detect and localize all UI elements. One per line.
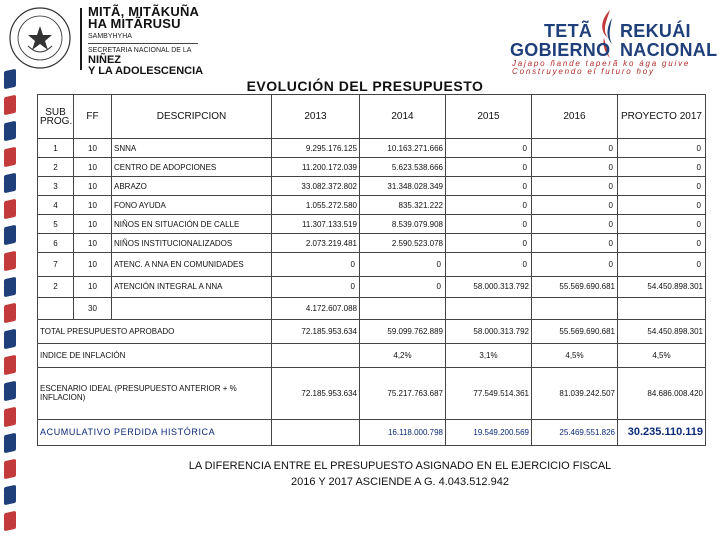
table-header-row: [38, 95, 706, 139]
stripe-block: [4, 485, 16, 506]
header-sub-prog: SUB PROG.: [38, 95, 74, 139]
stripe-block: [4, 381, 16, 402]
cell-2014: 0: [360, 253, 446, 277]
cell-ff: 10: [74, 234, 112, 253]
inflation-2017: 4,5%: [618, 343, 706, 367]
cell-sub: 4: [38, 196, 74, 215]
summary-line1: LA DIFERENCIA ENTRE EL PRESUPUESTO ASIGNADO EN EL EJERCICIO FISCAL: [188, 460, 612, 472]
gov-word1: TETÃ: [544, 21, 593, 41]
cell-2015: 0: [446, 253, 532, 277]
stripe-block: [4, 251, 16, 272]
ministry-logo: [88, 6, 288, 77]
total-label: TOTAL PRESUPUESTO APROBADO: [38, 319, 272, 343]
ministry-name-line4: Y LA ADOLESCENCIA: [88, 65, 204, 77]
cell-empty: [618, 297, 706, 319]
stripe-block: [4, 277, 16, 298]
summary-note: [140, 458, 660, 490]
loss-label: ACUMULATIVO PERDIDA HISTÓRICA: [38, 419, 272, 445]
cell-empty: [272, 419, 360, 445]
cell-2016: 55.569.690.681: [532, 277, 618, 297]
header-ff: FF: [74, 95, 112, 139]
cell-sub: 2: [38, 277, 74, 297]
table-row: [38, 234, 706, 253]
cell-desc: NIÑOS INSTITUCIONALIZADOS: [112, 234, 272, 253]
gov-word4: NACIONAL: [620, 40, 718, 60]
table-row: [38, 215, 706, 234]
inflation-label: INDICE DE INFLACIÓN: [38, 343, 272, 367]
stripe-block: [4, 121, 16, 142]
summary-line2: 2016 Y 2017 ASCIENDE A G. 4.043.512.942: [291, 476, 509, 488]
cell-desc: ABRAZO: [112, 177, 272, 196]
cell-2014: 0: [360, 277, 446, 297]
cell-2015: 0: [446, 139, 532, 158]
cell-2016: 0: [532, 139, 618, 158]
header-2016: 2016: [532, 95, 618, 139]
inflation-2015: 3,1%: [446, 343, 532, 367]
gov-motto-line2: Construyendo el futuro hoy: [512, 67, 655, 76]
cell-2015: 0: [446, 158, 532, 177]
cell-sub: 6: [38, 234, 74, 253]
header-proyecto-2017: PROYECTO 2017: [618, 95, 706, 139]
cell-2013: 11.307.133.519: [272, 215, 360, 234]
cell-2017: 0: [618, 158, 706, 177]
loss-2016: 25.469.551.826: [532, 419, 618, 445]
total-2013: 72.185.953.634: [272, 319, 360, 343]
cell-2014: 5.623.538.666: [360, 158, 446, 177]
cell-ff: 10: [74, 215, 112, 234]
cell-2013: 2.073.219.481: [272, 234, 360, 253]
stripe-block: [4, 407, 16, 428]
cell-2016: 0: [532, 196, 618, 215]
cell-2017: 54.450.898.301: [618, 277, 706, 297]
cell-empty: [38, 297, 74, 319]
cell-desc: CENTRO DE ADOPCIONES: [112, 158, 272, 177]
gov-word2: REKUÁI: [620, 21, 691, 41]
header-2013: 2013: [272, 95, 360, 139]
ministry-sub1: SAMBYHYHA: [88, 33, 132, 40]
cell-2014: 2.590.523.078: [360, 234, 446, 253]
stripe-block: [4, 147, 16, 168]
cell-2017: 0: [618, 253, 706, 277]
stripe-block: [4, 303, 16, 324]
cell-2016: 0: [532, 234, 618, 253]
cell-2015: 0: [446, 234, 532, 253]
cell-2017: 0: [618, 215, 706, 234]
loss-2015: 19.549.200.569: [446, 419, 532, 445]
ministry-name-line2: HA MITÃRUSU: [88, 16, 181, 31]
table-row-inflation: [38, 343, 706, 367]
table-row: [38, 277, 706, 297]
cell-sub: 7: [38, 253, 74, 277]
loss-2017: 30.235.110.119: [618, 419, 706, 445]
cell-desc: NIÑOS EN SITUACIÓN DE CALLE: [112, 215, 272, 234]
cell-2013: 0: [272, 253, 360, 277]
cell-2015: 58.000.313.792: [446, 277, 532, 297]
cell-desc: ATENC. A NNA EN COMUNIDADES: [112, 253, 272, 277]
total-2014: 59.099.762.889: [360, 319, 446, 343]
table-row-ff30: [38, 297, 706, 319]
gov-motto: [512, 60, 690, 76]
cell-sub: 2: [38, 158, 74, 177]
ideal-2014: 75.217.763.687: [360, 367, 446, 419]
stripe-block: [4, 511, 16, 532]
ideal-label: ESCENARIO IDEAL (PRESUPUESTO ANTERIOR + % INFLACION): [38, 367, 272, 419]
total-2015: 58.000.313.792: [446, 319, 532, 343]
total-2017: 54.450.898.301: [618, 319, 706, 343]
cell-2014: 835.321.222: [360, 196, 446, 215]
stripe-block: [4, 329, 16, 350]
ministry-sub2: SECRETARIA NACIONAL DE LA: [88, 47, 192, 54]
cell-desc: ATENCIÓN INTEGRAL A NNA: [112, 277, 272, 297]
cell-2013: 0: [272, 277, 360, 297]
cell-2015: 0: [446, 177, 532, 196]
government-logo: [508, 6, 718, 76]
ministry-name-line3: NIÑEZ: [88, 54, 121, 66]
cell-ff: 10: [74, 253, 112, 277]
stripe-block: [4, 199, 16, 220]
national-seal-icon: [8, 6, 72, 70]
stripe-block: [4, 95, 16, 116]
cell-2015: 0: [446, 196, 532, 215]
cell-2017: 0: [618, 139, 706, 158]
table-row: [38, 177, 706, 196]
cell-ff: 10: [74, 196, 112, 215]
gov-motto-line1: Jajapo ñande taperã ko ága guive: [512, 59, 691, 68]
cell-2016: 0: [532, 177, 618, 196]
table-row: [38, 253, 706, 277]
cell-2013: 33.082.372.802: [272, 177, 360, 196]
cell-2016: 0: [532, 158, 618, 177]
ministry-name-line1: MITÃ, MITÃKUÑA: [88, 4, 200, 19]
ideal-2016: 81.039.242.507: [532, 367, 618, 419]
cell-2014: 10.163.271.666: [360, 139, 446, 158]
gov-word3: GOBIERNO: [510, 40, 611, 60]
table-row-total: [38, 319, 706, 343]
cell-ff: 30: [74, 297, 112, 319]
cell-2014: 31.348.028.349: [360, 177, 446, 196]
header-2014: 2014: [360, 95, 446, 139]
stripe-block: [4, 433, 16, 454]
ideal-2013: 72.185.953.634: [272, 367, 360, 419]
cell-ff: 10: [74, 177, 112, 196]
cell-ff: 10: [74, 158, 112, 177]
ministry-rule: [88, 43, 198, 44]
cell-empty: [272, 343, 360, 367]
cell-2016: 0: [532, 215, 618, 234]
cell-2014: 8.539.079.908: [360, 215, 446, 234]
cell-ff: 10: [74, 277, 112, 297]
cell-empty: [360, 297, 446, 319]
cell-ff: 10: [74, 139, 112, 158]
budget-table: [37, 94, 706, 446]
table-row: [38, 139, 706, 158]
stripe-block: [4, 225, 16, 246]
cell-sub: 1: [38, 139, 74, 158]
inflation-2016: 4,5%: [532, 343, 618, 367]
cell-desc: FONO AYUDA: [112, 196, 272, 215]
cell-2013: 11.200.172.039: [272, 158, 360, 177]
stripe-block: [4, 459, 16, 480]
cell-desc: SNNA: [112, 139, 272, 158]
table-row: [38, 196, 706, 215]
loss-2014: 16.118.000.798: [360, 419, 446, 445]
stripe-block: [4, 355, 16, 376]
ideal-2017: 84.686.008.420: [618, 367, 706, 419]
cell-2013: 4.172.607.088: [272, 297, 360, 319]
cell-2016: 0: [532, 253, 618, 277]
header-divider: [80, 8, 82, 70]
stripe-block: [4, 69, 16, 90]
page-title: EVOLUCIÓN DEL PRESUPUESTO: [246, 78, 484, 94]
header-2015: 2015: [446, 95, 532, 139]
cell-2015: 0: [446, 215, 532, 234]
table-row-ideal: [38, 367, 706, 419]
cell-sub: 5: [38, 215, 74, 234]
table-row: [38, 158, 706, 177]
cell-2017: 0: [618, 177, 706, 196]
table-row-loss: [38, 419, 706, 445]
cell-2017: 0: [618, 234, 706, 253]
decorative-side-stripe: [4, 70, 18, 540]
cell-2013: 1.055.272.580: [272, 196, 360, 215]
ideal-2015: 77.549.514.361: [446, 367, 532, 419]
cell-empty: [112, 297, 272, 319]
cell-sub: 3: [38, 177, 74, 196]
stripe-block: [4, 173, 16, 194]
inflation-2014: 4,2%: [360, 343, 446, 367]
header-description: DESCRIPCION: [112, 95, 272, 139]
cell-2013: 9.295.176.125: [272, 139, 360, 158]
cell-empty: [446, 297, 532, 319]
total-2016: 55.569.690.681: [532, 319, 618, 343]
cell-empty: [532, 297, 618, 319]
cell-2017: 0: [618, 196, 706, 215]
